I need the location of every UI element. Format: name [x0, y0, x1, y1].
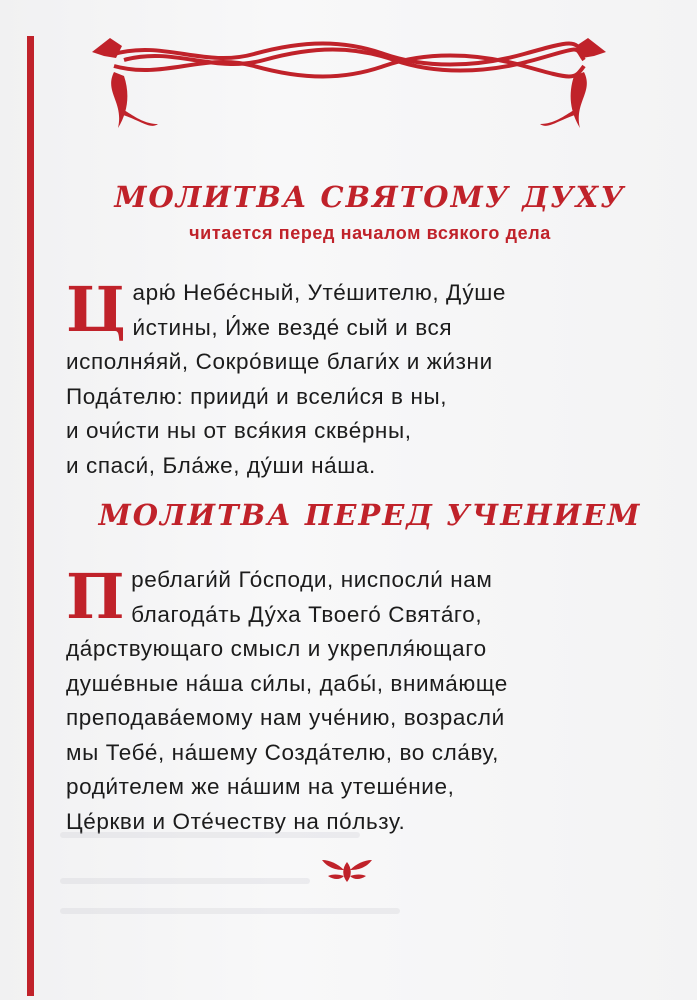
prayer-line: преподава́емому нам уче́нию, возрасли́	[66, 705, 505, 730]
prayer-line: Пода́телю: прииди́ и всели́ся в ны,	[66, 383, 448, 409]
prayer-line: и спаси́, Бла́же, ду́ши на́ша.	[66, 452, 376, 478]
bleed-through-mark	[60, 908, 400, 914]
left-red-rule	[27, 36, 34, 996]
prayer-line: роди́телем же на́шим на утеше́ние,	[66, 774, 455, 799]
prayer-line: арю́ Небе́сный, Уте́шителю, Ду́ше	[132, 280, 506, 305]
section2-drop-cap: П	[66, 560, 126, 633]
prayer-line: да́рствующаго смысл и укрепля́ющаго	[66, 636, 487, 661]
section1-prayer-text	[66, 273, 626, 483]
prayer-line: благода́ть Ду́ха Твоего́ Свята́го,	[131, 601, 483, 627]
prayer-line: и́стины, И́же везде́ сый и вся	[132, 314, 453, 340]
braided-ornament-icon	[84, 32, 614, 136]
prayer-line: исполня́яй, Сокро́вище благи́х и жи́зни	[66, 349, 493, 374]
floral-ornament-icon	[318, 854, 376, 888]
prayer-line: Це́ркви и Оте́честву на по́льзу.	[66, 808, 406, 834]
prayer-line: душе́вные на́ша си́лы, дабы́, внима́юще	[66, 670, 508, 696]
section2-prayer-text	[66, 560, 626, 839]
prayer-line: и очи́сти ны от вся́кия скве́рны,	[66, 418, 412, 443]
section1-title: МОЛИТВА СВЯТОМУ ДУХУ	[114, 180, 626, 214]
section1-subtitle: читается перед началом всякого дела	[189, 223, 551, 243]
section2-title: МОЛИТВА ПЕРЕД УЧЕНИЕМ	[98, 498, 642, 532]
prayer-line: мы Тебе́, на́шему Созда́телю, во сла́ву,	[66, 739, 499, 765]
bleed-through-mark	[60, 878, 310, 884]
bleed-through-mark	[60, 832, 360, 838]
section1-drop-cap: Ц	[66, 273, 127, 346]
prayer-line: реблаги́й Го́споди, ниспосли́ нам	[131, 567, 493, 592]
